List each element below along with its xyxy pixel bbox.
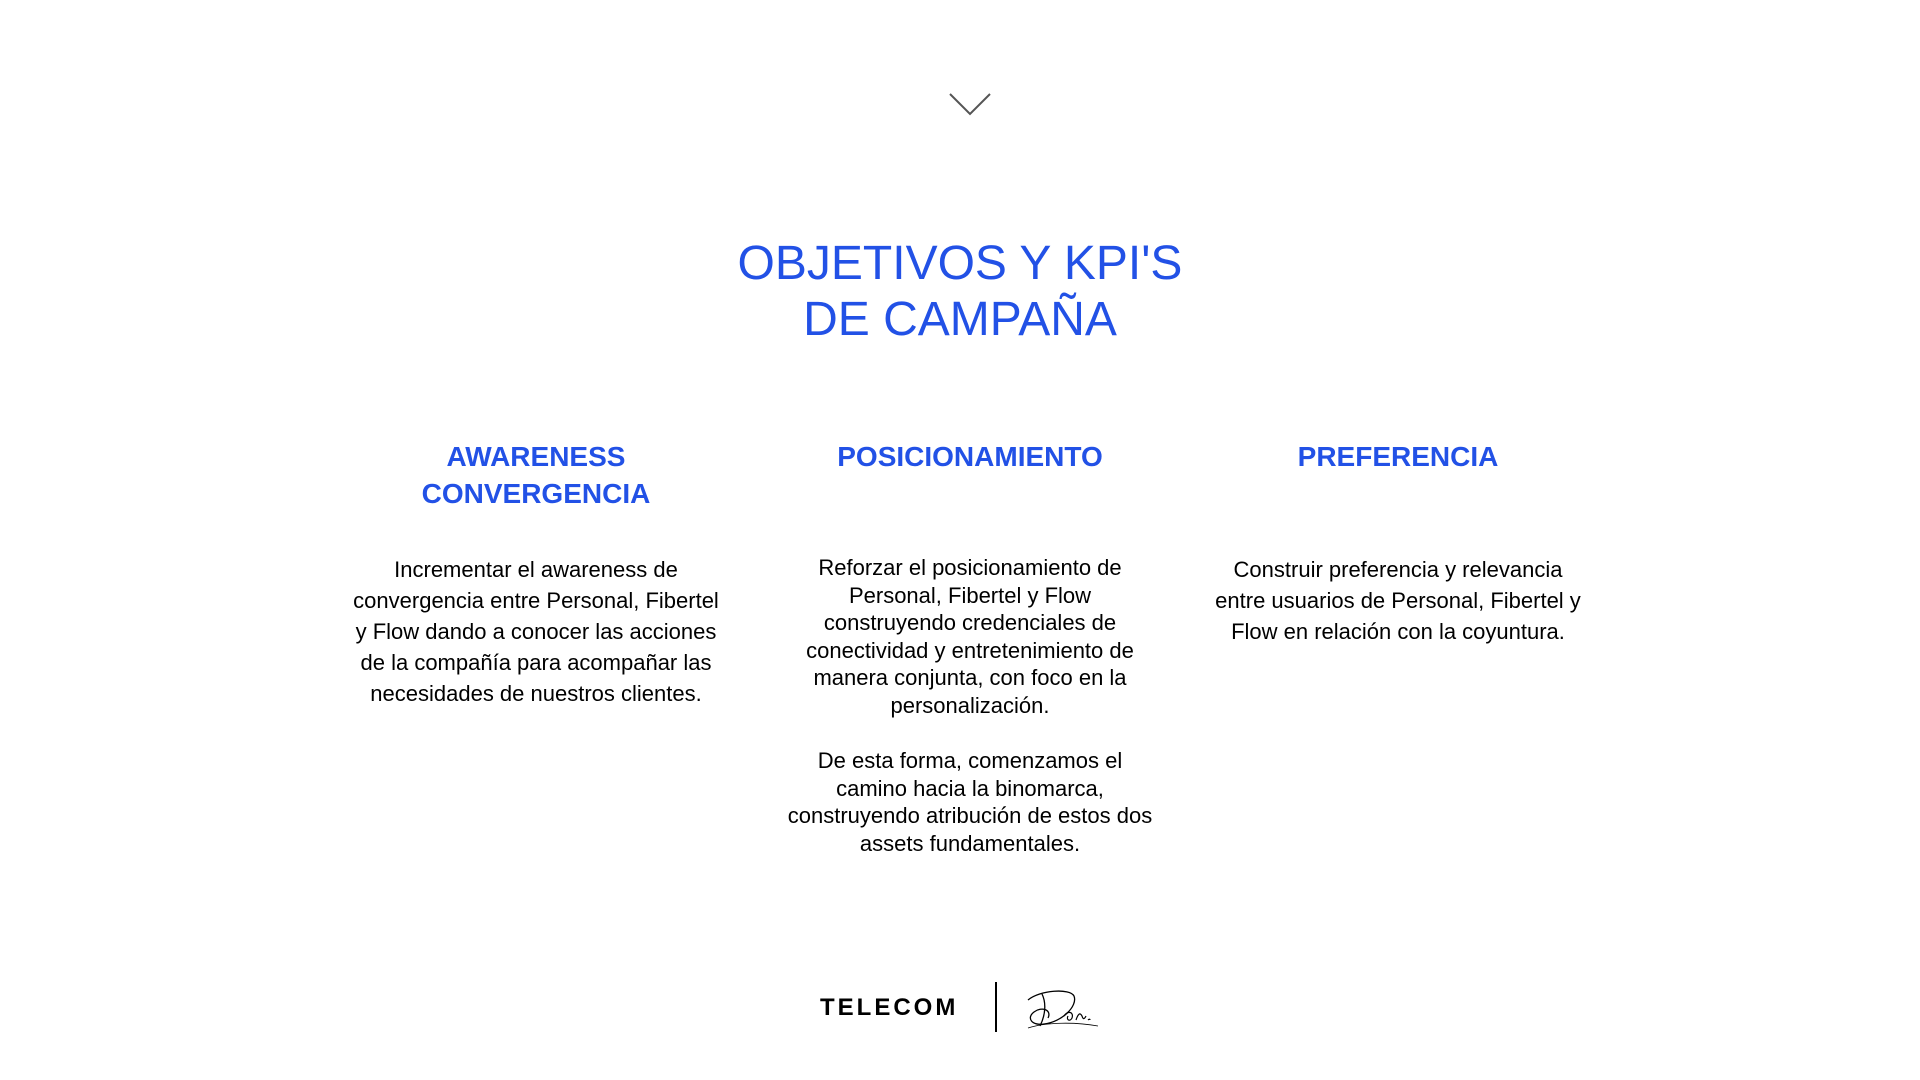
column-preferencia xyxy=(1188,438,1608,644)
body-line: personalización. xyxy=(890,692,1050,718)
column-body xyxy=(1188,554,1608,647)
body-line: convergencia entre Personal, Fibertel xyxy=(353,588,719,613)
body-line: construyendo atribución de estos dos xyxy=(787,803,1153,828)
column-body xyxy=(760,554,1180,857)
body-line: conectividad y entretenimiento de xyxy=(806,637,1134,663)
column-heading-line: CONVERGENCIA xyxy=(421,478,651,509)
body-line: Flow en relación con la coyuntura. xyxy=(1231,619,1565,644)
footer-divider xyxy=(995,982,997,1032)
column-heading xyxy=(760,438,1180,475)
body-line: De esta forma, comenzamos el xyxy=(817,748,1123,773)
column-heading-line: POSICIONAMIENTO xyxy=(837,441,1103,472)
page-title-line-2: DE CAMPAÑA xyxy=(803,293,1117,346)
body-line: y Flow dando a conocer las acciones xyxy=(355,619,717,644)
page-title xyxy=(0,236,1920,348)
body-line: Personal, Fibertel y Flow xyxy=(848,582,1092,608)
body-line: Construir preferencia y relevancia xyxy=(1233,557,1563,582)
body-line: entre usuarios de Personal, Fibertel y xyxy=(1215,588,1581,613)
column-heading xyxy=(1188,438,1608,475)
telecom-logo: TELECOM xyxy=(820,994,959,1021)
paragraph-gap xyxy=(760,719,1180,747)
body-line: manera conjunta, con foco en la xyxy=(813,665,1127,690)
body-line: necesidades de nuestros clientes. xyxy=(370,681,702,706)
column-body xyxy=(326,554,746,709)
column-awareness xyxy=(326,438,746,706)
body-line: assets fundamentales. xyxy=(859,830,1081,856)
footer-logos xyxy=(0,982,1920,1034)
column-heading-line: PREFERENCIA xyxy=(1297,441,1499,472)
column-heading xyxy=(326,438,746,512)
page-title-line-1: OBJETIVOS Y KPI'S xyxy=(737,237,1183,290)
body-line: Incrementar el awareness de xyxy=(394,557,678,582)
chevron-down-icon[interactable] xyxy=(948,92,992,116)
column-posicionamiento xyxy=(760,438,1180,856)
body-line: construyendo credenciales de xyxy=(823,610,1117,635)
don-signature-logo xyxy=(1022,986,1102,1030)
body-line: de la compañía para acompañar las xyxy=(360,650,712,675)
body-line: camino hacia la binomarca, xyxy=(836,775,1104,801)
column-heading-line: AWARENESS xyxy=(446,441,626,472)
body-line: Reforzar el posicionamiento de xyxy=(818,555,1122,580)
